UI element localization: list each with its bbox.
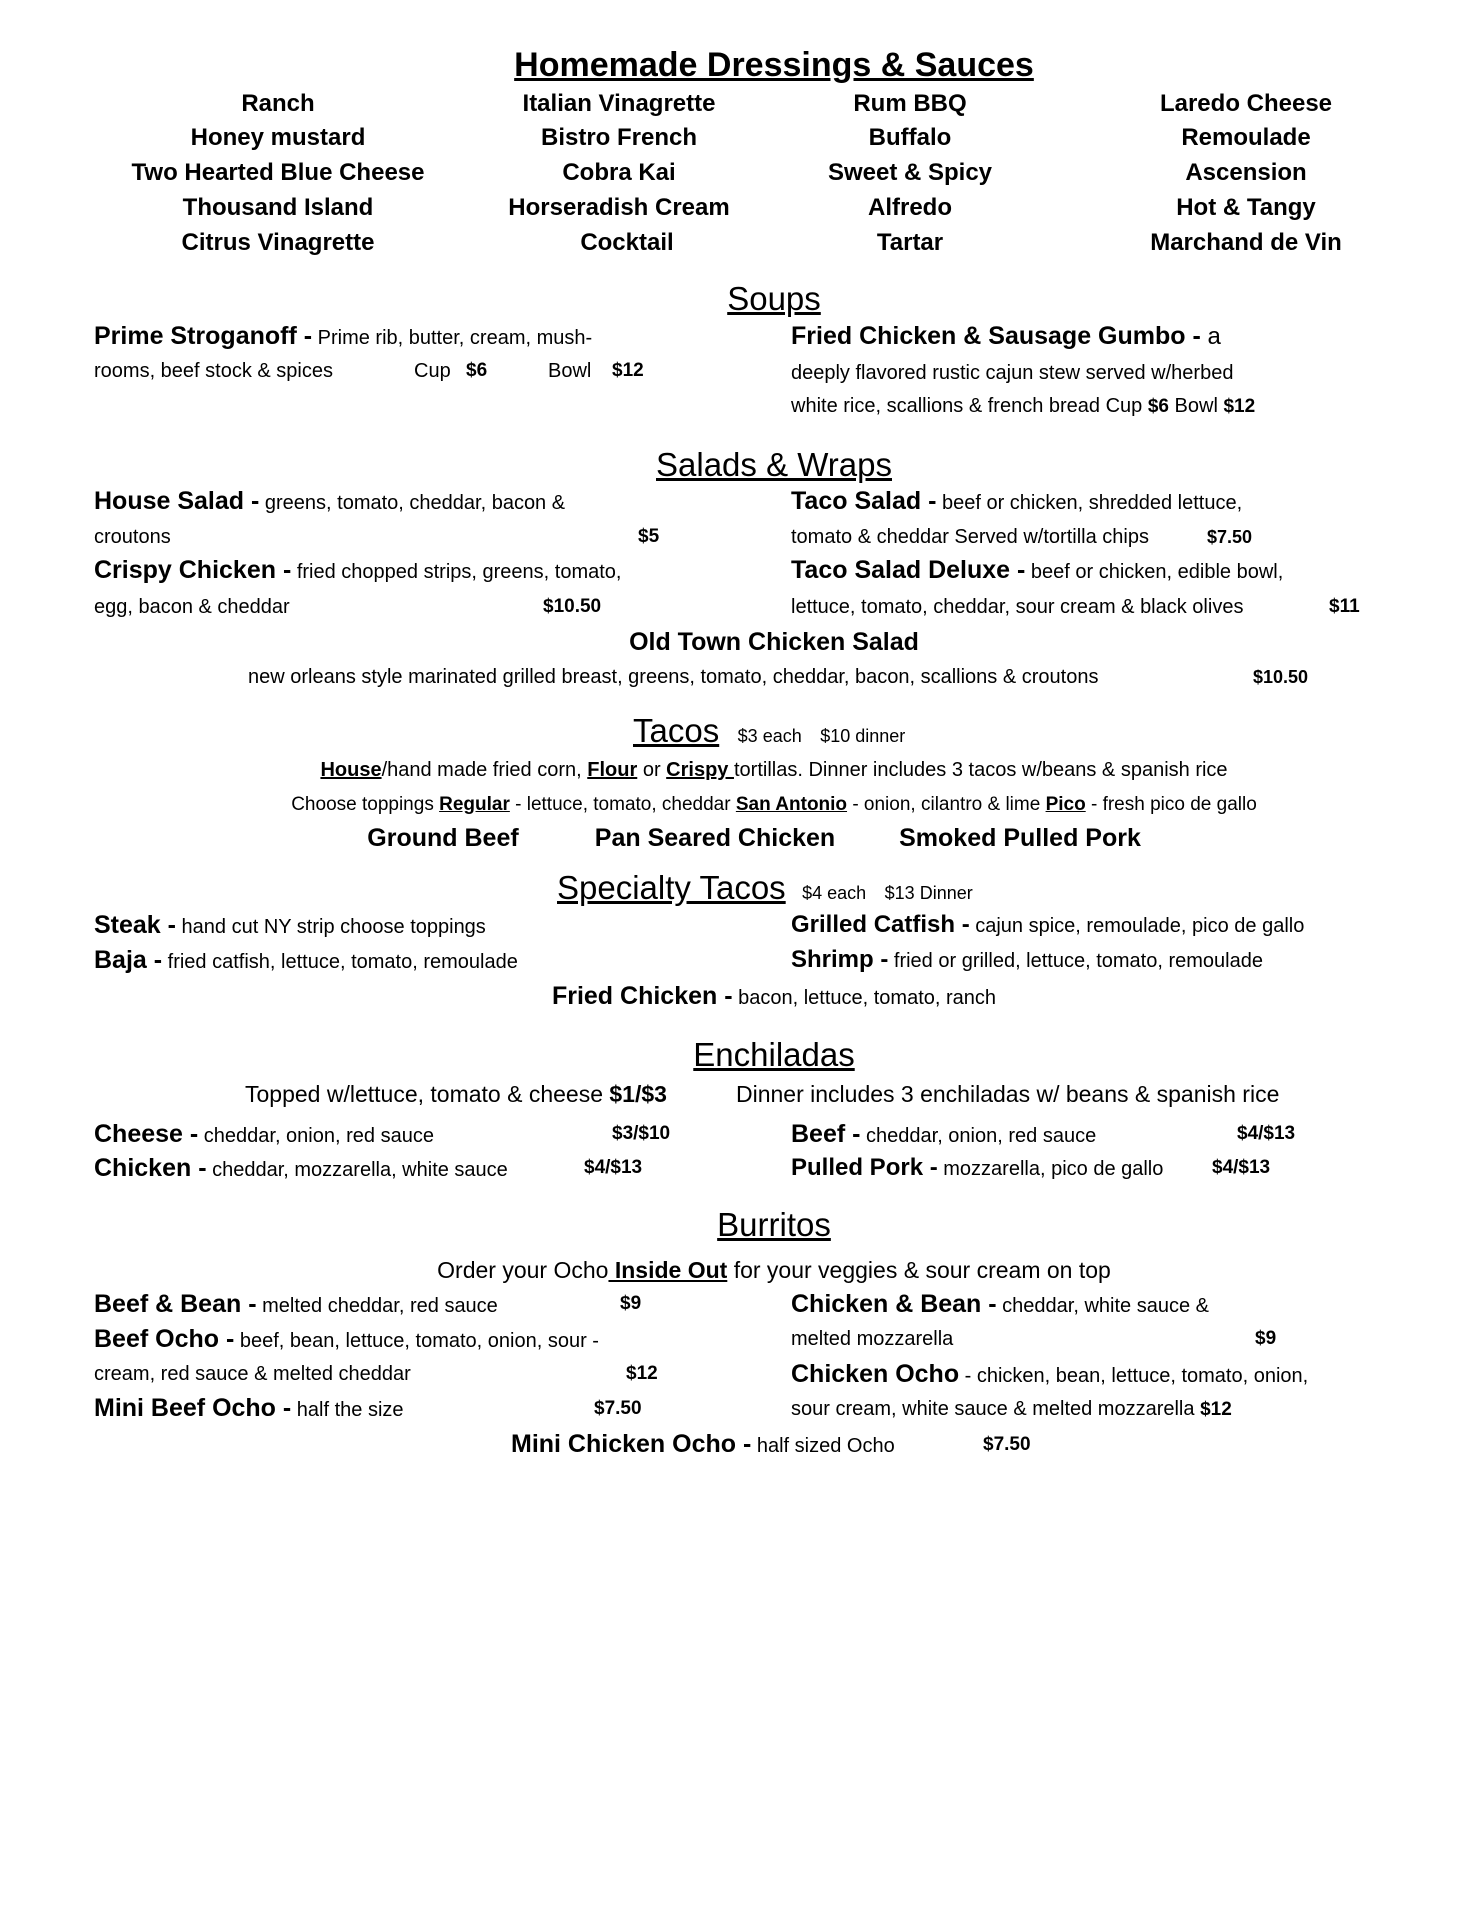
item-desc: half sized Ocho xyxy=(751,1435,895,1457)
menu-item-mini-beef-ocho xyxy=(94,1394,404,1423)
item-price: $4/$13 xyxy=(584,1157,643,1178)
item-name: Pulled Pork - xyxy=(791,1154,938,1181)
chicken-ocho-line2 xyxy=(791,1398,1232,1421)
text: Choose toppings xyxy=(291,794,440,815)
item-name: House Salad - xyxy=(94,487,260,515)
item-name: Fried Chicken & Sausage Gumbo - xyxy=(791,322,1201,350)
item-name: Crispy Chicken - xyxy=(94,556,292,584)
regular-label: Regular xyxy=(439,794,510,815)
item-name: Mini Beef Ocho - xyxy=(94,1394,292,1422)
item-name: Chicken - xyxy=(94,1154,207,1182)
item-desc: a xyxy=(1200,323,1221,350)
item-desc: Prime rib, butter, cream, mush- xyxy=(312,327,593,349)
menu-item-pulled-pork-enchilada xyxy=(791,1154,1163,1182)
item-price: $10.50 xyxy=(1253,667,1309,687)
item-desc: beef or chicken, edible bowl, xyxy=(1025,561,1284,583)
item-name: Beef Ocho - xyxy=(94,1325,235,1353)
item-desc: melted cheddar, red sauce xyxy=(256,1295,498,1317)
toppings-line xyxy=(291,794,1257,816)
item-desc: cheddar, onion, red sauce xyxy=(198,1125,434,1147)
item-name: Baja - xyxy=(94,946,163,974)
item-desc: beef, bean, lettuce, tomato, onion, sour - xyxy=(234,1330,599,1352)
item-name: Prime Stroganoff - xyxy=(94,322,313,350)
dressing-item: Remoulade xyxy=(1181,124,1311,151)
menu-item-baja xyxy=(94,946,518,975)
item-name: Grilled Catfish - xyxy=(791,911,970,938)
burritos-note xyxy=(437,1257,1111,1283)
text: - onion, cilantro & lime xyxy=(847,794,1046,815)
price-dinner: $13 Dinner xyxy=(884,883,973,903)
dressing-item: Sweet & Spicy xyxy=(827,159,993,186)
item-price: $9 xyxy=(620,1293,642,1314)
item-desc: rooms, beef stock & spices xyxy=(94,360,333,382)
gumbo-price-line xyxy=(791,395,1255,418)
item-desc: cheddar, onion, red sauce xyxy=(860,1125,1097,1147)
menu-item-mini-chicken-ocho xyxy=(511,1430,895,1459)
price-dinner: $10 dinner xyxy=(820,726,906,746)
text: Order your Ocho xyxy=(437,1257,609,1283)
item-desc: fried or grilled, lettuce, tomato, remoulade xyxy=(888,950,1263,972)
crispy-label: Crispy xyxy=(666,759,734,781)
item-price: $3/$10 xyxy=(612,1123,671,1144)
item-desc: cheddar, mozzarella, white sauce xyxy=(206,1159,508,1181)
specialty-title: Specialty Tacos xyxy=(557,869,786,906)
item-desc: lettuce, tomato, cheddar, sour cream & black olives xyxy=(791,596,1244,618)
text: - fresh pico de gallo xyxy=(1085,794,1257,815)
menu-item-house-salad xyxy=(94,487,565,516)
item-desc: melted mozzarella xyxy=(791,1328,954,1350)
item-desc: deeply flavored rustic cajun stew served w/herbed xyxy=(791,362,1234,384)
dressing-item: Citrus Vinagrette xyxy=(181,229,375,256)
item-name: Chicken Ocho xyxy=(791,1360,960,1388)
dressing-item: Tartar xyxy=(876,229,944,256)
soups-title: Soups xyxy=(727,280,821,317)
dressing-item: Laredo Cheese xyxy=(1159,90,1333,117)
inside-out-label: Inside Out xyxy=(608,1257,728,1283)
dressing-item: Rum BBQ xyxy=(853,90,967,117)
menu-item-stroganoff xyxy=(94,322,592,351)
text: tortillas. Dinner includes 3 tacos w/beans & spanish rice xyxy=(733,759,1228,781)
item-name: Beef - xyxy=(791,1120,861,1148)
salads-title: Salads & Wraps xyxy=(656,446,892,483)
menu-item-chicken-ocho xyxy=(791,1360,1308,1389)
item-name: Shrimp - xyxy=(791,946,889,973)
bowl-label: Bowl xyxy=(1168,395,1224,417)
item-price: $4/$13 xyxy=(1212,1157,1271,1178)
dressing-item: Hot & Tangy xyxy=(1176,194,1316,221)
item-price: $11 xyxy=(1329,596,1360,617)
menu-item-chicken-bean xyxy=(791,1290,1209,1319)
item-price: $7.50 xyxy=(594,1398,642,1419)
cup-price: $6 xyxy=(466,360,488,381)
menu-item-gumbo xyxy=(791,322,1221,351)
dressing-item: Ranch xyxy=(241,90,315,117)
menu-item-taco-salad-deluxe xyxy=(791,556,1283,585)
dressing-item: Alfredo xyxy=(868,194,952,221)
topped-price: $1/$3 xyxy=(609,1081,667,1107)
item-desc: cream, red sauce & melted cheddar xyxy=(94,1363,411,1385)
dressing-item: Italian Vinagrette xyxy=(522,90,716,117)
flour-label: Flour xyxy=(587,759,638,781)
dressing-item: Marchand de Vin xyxy=(1150,229,1342,256)
item-desc: cheddar, white sauce & xyxy=(996,1295,1209,1317)
enchiladas-topped xyxy=(245,1081,667,1107)
text: for your veggies & sour cream on top xyxy=(727,1257,1111,1283)
tacos-header xyxy=(633,712,905,750)
dressing-item: Horseradish Cream xyxy=(508,194,730,221)
item-desc: bacon, lettuce, tomato, ranch xyxy=(732,987,997,1009)
item-desc: new orleans style marinated grilled breast, greens, tomato, cheddar, bacon, scallions & croutons xyxy=(248,666,1099,688)
bowl-price: $12 xyxy=(612,360,644,381)
dressings-title: Homemade Dressings & Sauces xyxy=(514,46,1034,84)
item-desc: fried catfish, lettuce, tomato, remoulade xyxy=(162,951,518,973)
price-each: $3 each xyxy=(737,726,802,746)
tacos-title: Tacos xyxy=(633,712,720,749)
menu-item-chicken-enchilada xyxy=(94,1154,508,1183)
cup-label: Cup xyxy=(414,360,451,382)
menu-item-fried-chicken xyxy=(552,982,996,1011)
enchiladas-dinner-note: Dinner includes 3 enchiladas w/ beans & spanish rice xyxy=(736,1081,1280,1107)
text: /hand made fried corn, xyxy=(381,759,588,781)
item-name: Steak - xyxy=(94,911,176,939)
item-name: Mini Chicken Ocho - xyxy=(511,1430,752,1458)
menu-item-beef-enchilada xyxy=(791,1120,1096,1149)
menu-item-beef-bean xyxy=(94,1290,498,1319)
dressing-item: Cocktail xyxy=(580,229,674,256)
dressing-item: Buffalo xyxy=(868,124,952,151)
item-price: $5 xyxy=(638,526,660,547)
text: or xyxy=(637,759,667,781)
dressing-item: Cobra Kai xyxy=(562,159,676,186)
dressing-item: Ascension xyxy=(1185,159,1307,186)
menu-item-taco-salad xyxy=(791,487,1242,516)
item-desc: croutons xyxy=(94,526,171,548)
tortilla-line xyxy=(320,759,1227,782)
burritos-title: Burritos xyxy=(717,1206,831,1243)
protein-pan-seared-chicken: Pan Seared Chicken xyxy=(594,824,836,852)
item-name: Chicken & Bean - xyxy=(791,1290,997,1318)
item-price: $10.50 xyxy=(543,596,602,617)
item-price: $7.50 xyxy=(1207,527,1253,547)
item-desc: mozzarella, pico de gallo xyxy=(937,1158,1164,1180)
item-name: Beef & Bean - xyxy=(94,1290,257,1318)
menu-item-steak xyxy=(94,911,486,940)
house-label: House xyxy=(320,759,382,781)
dressing-item: Thousand Island xyxy=(182,194,374,221)
item-desc: sour cream, white sauce & melted mozzarella xyxy=(791,1398,1201,1420)
menu-item-crispy-chicken xyxy=(94,556,621,585)
menu-item-grilled-catfish xyxy=(791,911,1304,939)
menu-item-beef-ocho xyxy=(94,1325,599,1354)
item-desc: beef or chicken, shredded lettuce, xyxy=(936,492,1243,514)
item-desc: half the size xyxy=(291,1399,404,1421)
bowl-label: Bowl xyxy=(548,360,592,382)
item-desc: white rice, scallions & french bread Cup xyxy=(791,395,1148,417)
menu-item-shrimp xyxy=(791,946,1263,974)
item-desc: hand cut NY strip choose toppings xyxy=(175,916,486,938)
san-antonio-label: San Antonio xyxy=(735,794,848,815)
text: - lettuce, tomato, cheddar xyxy=(509,794,736,815)
bowl-price: $12 xyxy=(1223,396,1256,417)
item-price: $4/$13 xyxy=(1237,1123,1296,1144)
menu-item-cheese-enchilada xyxy=(94,1120,434,1149)
item-name: Taco Salad - xyxy=(791,487,937,515)
menu-item-old-town: Old Town Chicken Salad xyxy=(629,628,919,656)
dressing-item: Honey mustard xyxy=(190,124,366,151)
item-name: Taco Salad Deluxe - xyxy=(791,556,1026,584)
price-each: $4 each xyxy=(802,883,867,903)
item-name: Fried Chicken - xyxy=(551,982,733,1010)
item-desc: cajun spice, remoulade, pico de gallo xyxy=(969,915,1305,937)
cup-price: $6 xyxy=(1147,396,1169,417)
item-price: $12 xyxy=(626,1363,658,1384)
dressing-item: Two Hearted Blue Cheese xyxy=(131,159,425,186)
item-desc: tomato & cheddar Served w/tortilla chips xyxy=(791,526,1149,548)
specialty-header xyxy=(557,869,973,907)
item-price: $12 xyxy=(1200,1399,1232,1420)
item-desc: fried chopped strips, greens, tomato, xyxy=(291,561,622,583)
text: Topped w/lettuce, tomato & cheese xyxy=(245,1081,610,1107)
protein-smoked-pulled-pork: Smoked Pulled Pork xyxy=(899,824,1141,852)
item-name: Cheese - xyxy=(94,1120,199,1148)
item-desc: - chicken, bean, lettuce, tomato, onion, xyxy=(959,1365,1309,1387)
item-price: $7.50 xyxy=(983,1434,1031,1455)
protein-ground-beef: Ground Beef xyxy=(367,824,519,852)
dressing-item: Bistro French xyxy=(540,124,698,151)
enchiladas-title: Enchiladas xyxy=(693,1036,855,1073)
item-desc: egg, bacon & cheddar xyxy=(94,596,290,618)
item-price: $9 xyxy=(1255,1328,1277,1349)
pico-label: Pico xyxy=(1045,794,1086,815)
item-desc: greens, tomato, cheddar, bacon & xyxy=(259,492,566,514)
